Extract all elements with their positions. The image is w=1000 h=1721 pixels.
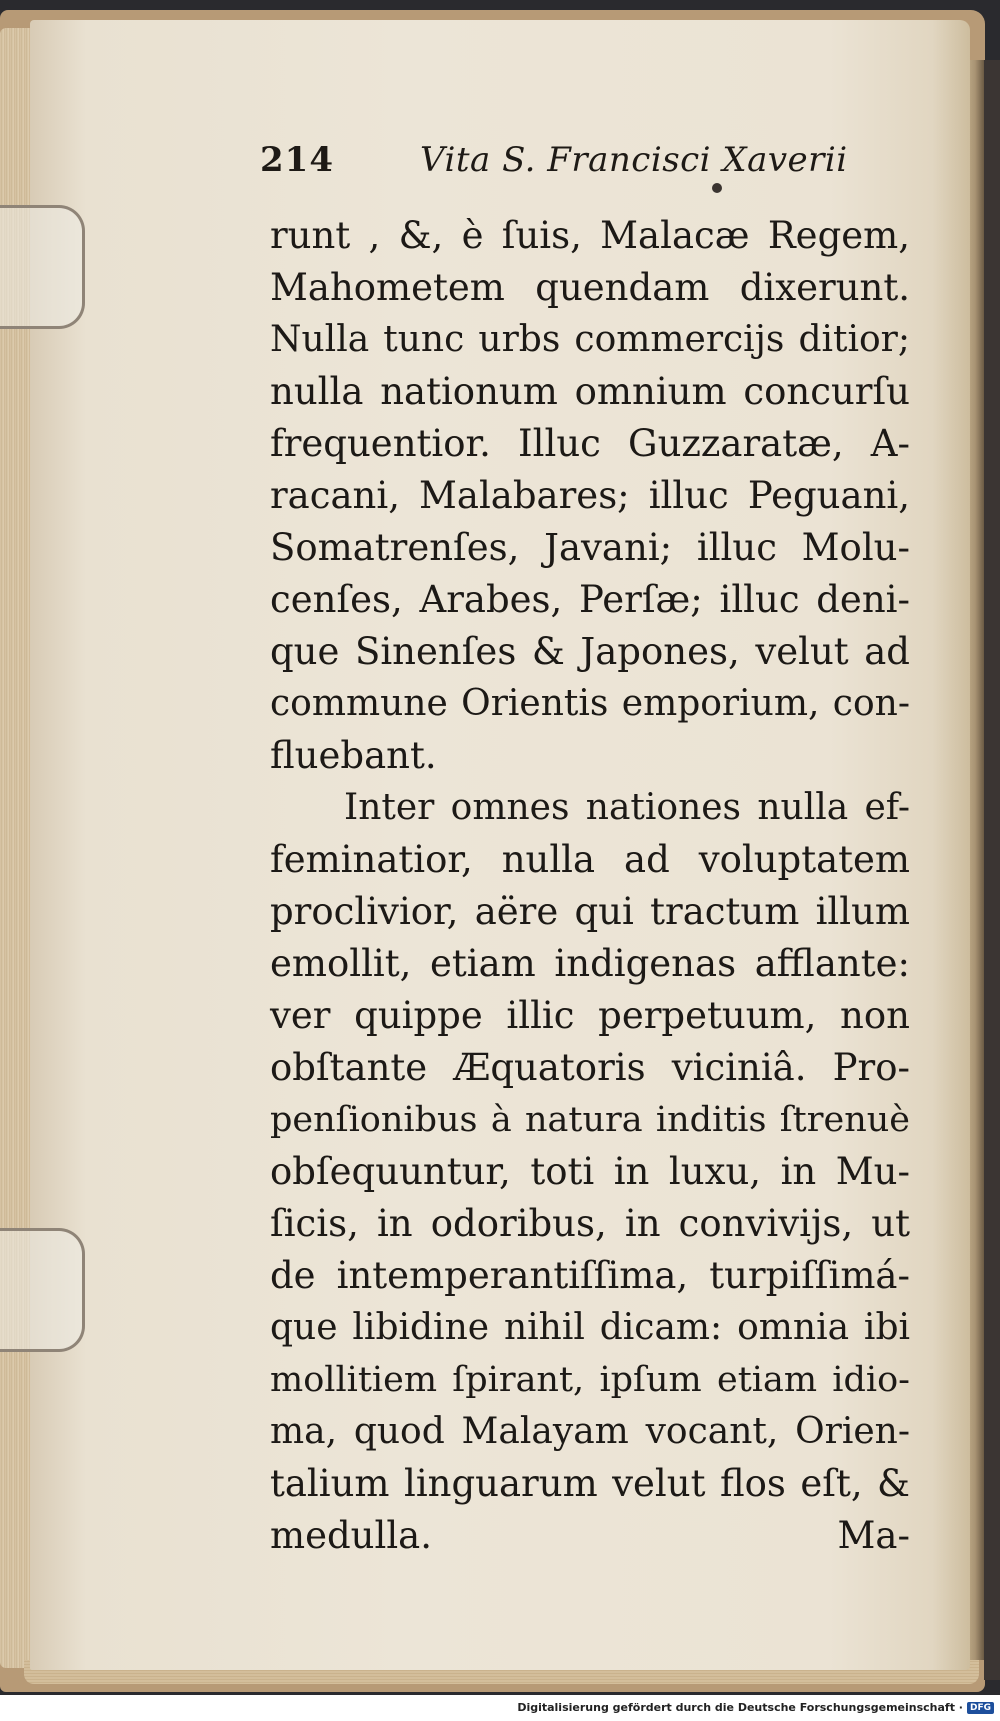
text-line-content: medulla. bbox=[270, 1514, 432, 1557]
page-header bbox=[260, 140, 900, 190]
body-text bbox=[270, 210, 910, 1562]
text-line bbox=[270, 626, 910, 678]
text-line bbox=[270, 1510, 910, 1562]
text-line bbox=[270, 1250, 910, 1302]
text-line-content: que libidine nihil dicam: omnia ibi bbox=[270, 1307, 910, 1348]
running-title: Vita S. Francisci Xaverii bbox=[420, 140, 848, 180]
text-line-content: fluebant. bbox=[270, 734, 437, 777]
text-line-content: nulla nationum omnium concurſu bbox=[270, 370, 910, 413]
text-line-content: emollit, etiam indigenas afflante: bbox=[270, 942, 910, 985]
text-line-content: ſicis, in odoribus, in convivijs, ut bbox=[270, 1202, 910, 1245]
text-line bbox=[270, 678, 910, 730]
text-line bbox=[270, 1354, 910, 1406]
text-line bbox=[270, 834, 910, 886]
text-line bbox=[270, 314, 910, 366]
text-line-content: talium linguarum velut flos eſt, & bbox=[270, 1462, 910, 1505]
text-line-content: proclivior, aëre qui tractum illum bbox=[270, 890, 910, 933]
text-line-content: cenſes, Arabes, Perſæ; illuc deni- bbox=[270, 578, 910, 621]
text-line bbox=[270, 1094, 910, 1146]
text-line-content: mollitiem ſpirant, ipſum etiam idio- bbox=[270, 1360, 910, 1400]
text-line bbox=[270, 366, 910, 418]
text-line bbox=[270, 1302, 910, 1354]
text-line-content: ma, quod Malayam vocant, Orien- bbox=[270, 1411, 910, 1452]
text-line bbox=[270, 262, 910, 314]
text-line-content: feminatior, nulla ad voluptatem bbox=[270, 838, 910, 881]
text-line-content: que Sinenſes & Japones, velut ad bbox=[270, 630, 910, 673]
text-line bbox=[270, 886, 910, 938]
bookmark-tab-top bbox=[0, 205, 85, 329]
text-line bbox=[270, 1042, 910, 1094]
text-line-content: Somatrenſes, Javani; illuc Molu- bbox=[270, 526, 910, 569]
text-line bbox=[270, 418, 910, 470]
text-line-content: Nulla tunc urbs commercijs ditior; bbox=[270, 319, 910, 360]
text-line bbox=[270, 1146, 910, 1198]
text-line bbox=[270, 522, 910, 574]
text-line bbox=[270, 574, 910, 626]
text-line-content: ver quippe illic perpetuum, non bbox=[270, 994, 910, 1037]
text-line-content: obſtante Æquatoris viciniâ. Pro- bbox=[270, 1046, 910, 1089]
credit-text: Digitalisierung gefördert durch die Deutsche Forschungsgemeinschaft · bbox=[517, 1701, 963, 1714]
ornament-dot bbox=[712, 183, 722, 193]
text-line-content: Mahometem quendam dixerunt. bbox=[270, 266, 910, 309]
page-number: 214 bbox=[260, 140, 334, 180]
text-line-content: penſionibus à natura inditis ſtrenuè bbox=[270, 1100, 910, 1140]
text-line bbox=[270, 210, 910, 262]
text-line-content: de intemperantiſſima, turpiſſimá- bbox=[270, 1254, 910, 1297]
text-line-content: Inter omnes nationes nulla ef- bbox=[344, 787, 910, 828]
dfg-logo: DFG bbox=[967, 1702, 994, 1714]
text-line bbox=[270, 470, 910, 522]
text-line bbox=[270, 1458, 910, 1510]
text-line bbox=[270, 782, 910, 834]
digitization-credit bbox=[517, 1701, 994, 1714]
text-line bbox=[270, 1198, 910, 1250]
text-line-content: commune Orientis emporium, con- bbox=[270, 683, 910, 724]
text-line bbox=[270, 990, 910, 1042]
text-line-content: racani, Malabares; illuc Peguani, bbox=[270, 474, 910, 517]
text-line bbox=[270, 938, 910, 990]
text-line-content: frequentior. Illuc Guzzaratæ, A- bbox=[270, 422, 910, 465]
bookmark-tab-bottom bbox=[0, 1228, 85, 1352]
text-line-content: obſequuntur, toti in luxu, in Mu- bbox=[270, 1150, 910, 1193]
catchword: Ma- bbox=[837, 1514, 910, 1557]
text-line bbox=[270, 730, 910, 782]
text-line-content: runt , &, è ſuis, Malacæ Regem, bbox=[270, 214, 910, 257]
adjacent-page bbox=[984, 60, 1000, 1680]
text-line bbox=[270, 1406, 910, 1458]
